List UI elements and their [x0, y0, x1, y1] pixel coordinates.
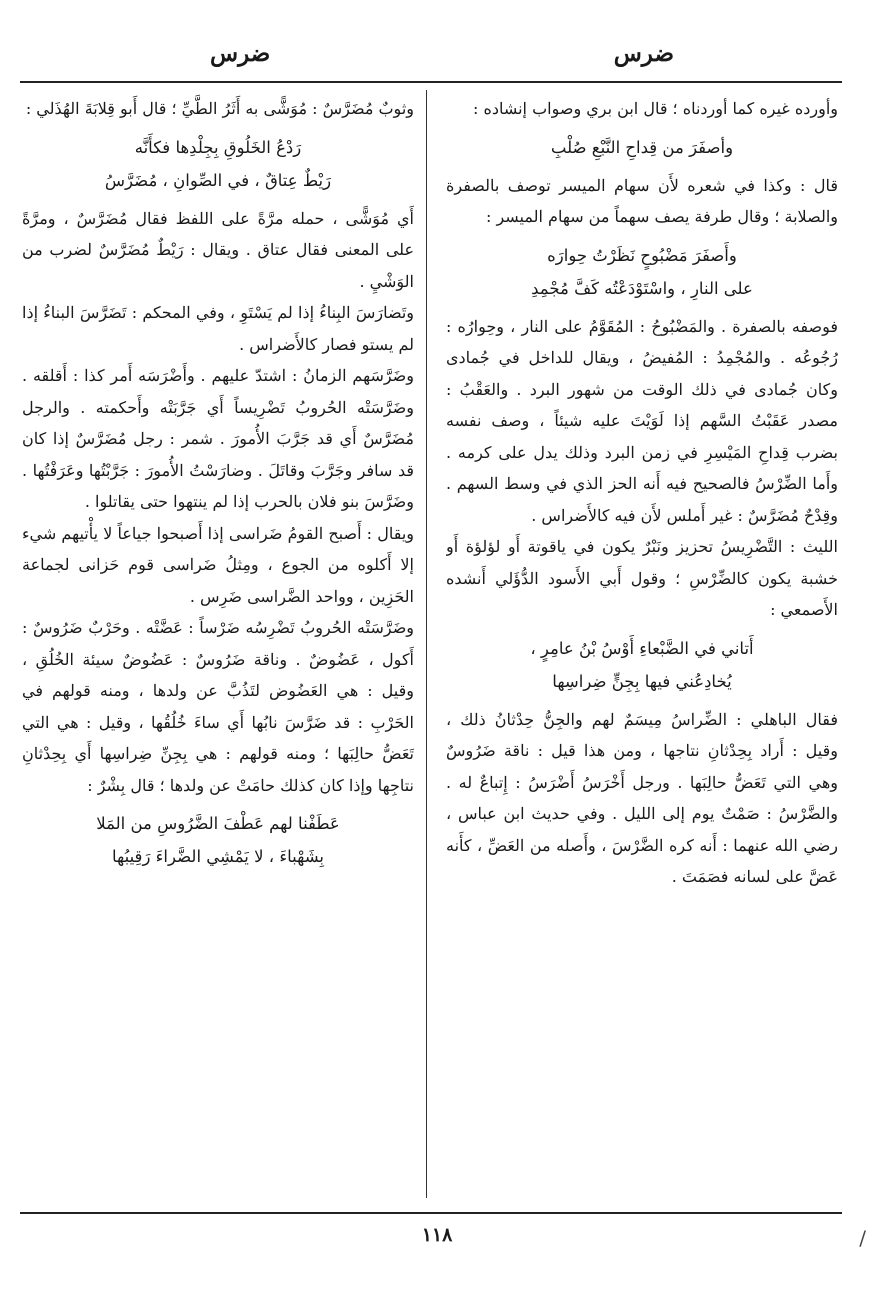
paragraph: وأورده غيره كما أوردناه ؛ قال ابن بري وصواب إنشاده :	[472, 99, 838, 118]
page-number: ١١٨	[421, 1224, 453, 1246]
verse-line: وأصفَرَ من قِداحِ النَّبْعِ صُلْبِ	[550, 137, 734, 157]
header-rule	[20, 81, 842, 83]
verse-line: أَتاني في الضَّبْعاءِ أَوْسُ بْنُ عامِرٍ ،	[530, 638, 754, 658]
verse-line: رَيْطٌ عِتاقٌ ، في الصِّوانِ ، مُضَرَّسُ	[104, 170, 332, 190]
paragraph: الليث : التَّضْرِيسُ تحزيز ونَبْرٌ يكون في ياقوتة أَو لؤلؤة أَو خشبة يكون كالضِّرْسِ ؛ وقول أَبي الأَسود الدُّؤَلي أَنشده الأَصمعي :	[446, 537, 838, 619]
verse-line: يُخادِعُني فيها بِجِنٍّ ضِراسِها	[552, 671, 732, 691]
verse-line: على النارِ ، واسْتَوْدَعْتُه كَفَّ مُجْمِدِ	[531, 278, 753, 298]
paragraph: وتَضارَسَ البِناءُ إذا لم يَسْتَوِ ، وفي المحكم : تَضَرَّسَ البناءُ إذا لم يستو فصار كالأَضراس .	[22, 303, 414, 354]
verse-block	[22, 131, 414, 197]
paragraph: فوصفه بالصفرة . والمَضْبُوحُ : المُقَوَّمُ على النار ، وحِوارُه : رُجُوعُه . والمُجْمِدُ : المُفيضُ ، ويقال للداخل في جُمادى وكان جُمادى في ذلك الوقت من شهور البرد . والعَقْبُ : مصدر عَقَبْتُ السَّهم إذا لَوَيْتَ عليه شيئاً ، وصف نفسه بضرب قِداحِ المَيْسِرِ في زمن البرد وذلك يدل على كرمه . وأَما الضِّرْسُ فالصحيح فيه أَنه الحز الذي في وسط السهم . وقِدْحٌ مُضَرَّسٌ : غير أَملس لأَن فيه كالأَضراس .	[446, 316, 838, 525]
paragraph: وثوبٌ مُضَرَّسٌ : مُوَشًّى به أَثَرُ الطَّيِّ ؛ قال أَبو قِلابَةَ الهُذَلي :	[25, 99, 414, 118]
paragraph: وضَرَّسَهم الزمانُ : اشتدّ عليهم . وأَضْرَسَه أَمر كذا : أَقلقه . وضَرَّسَتْه الحُروبُ تَضْرِيساً أَي جَرَّبَتْه وأَحكمته . والرجل مُضَرَّسٌ أَي قد جَرَّبَ الأُمورَ . شمر : رجل مُضَرَّسٌ إذا كان قد سافر وجَرَّبَ وقاتَلَ . وضارَسْتُ الأُمورَ : جَرَّبْتُها وعَرَفْتُها . وضَرَّسَ بنو فلان بالحرب إذا لم ينتهوا حتى يقاتلوا .	[22, 366, 414, 511]
footer-rule	[20, 1212, 842, 1214]
verse-block	[446, 239, 838, 305]
header-root-word-right: ضرس	[613, 40, 674, 67]
verse-block	[446, 632, 838, 698]
verse-block	[22, 807, 414, 873]
paragraph: أَي مُوَشًّى ، حمله مرَّةً على اللفظ فقال مُضَرَّسٌ ، ومرَّةً على المعنى فقال عتاق . ويقال : رَيْطٌ مُضَرَّسٌ لضرب من الوَشْيِ .	[22, 208, 414, 291]
corner-mark: /	[859, 1226, 866, 1250]
paragraph: ويقال : أَصبح القومُ ضَراسى إذا أَصبحوا جياعاً لا يأْتيهم شيء إلا أَكلوه من الجوع ، ومِثلُ ضَراسى قوم حَزانى لجماعة الحَزِين ، وواحد الضَّراسى ضَرِس .	[22, 523, 414, 606]
verse-line: وأَصفَرَ مَضْبُوحٍ نَظَرْتُ حِوارَه	[547, 245, 737, 265]
paragraph: وضَرَّسَتْه الحُروبُ تَضْرِسُه ضَرْساً : عَضَّتْه . وحَرْبٌ ضَرُوسٌ : أَكول ، عَضُوضٌ . وناقة ضَرُوسٌ : عَضُوضٌ سيئة الخُلُقِ ، وقيل : هي العَضُوض لتَذُبَّ عن ولدها ، ومنه قولهم في الحَرْبِ : قد ضَرَّسَ نابُها أَي ساءَ خُلُقُها ، وقيل : هي التي تَعَضُّ حالِبَها ؛ ومنه قولهم : هي بِجِنِّ ضِراسِها أَي بِحِدْثانِ نتاجِها وإذا كان كذلك حامَتْ عن ولدها ؛ قال بِشْرٌ :	[22, 618, 414, 795]
left-column	[22, 93, 414, 1208]
paragraph: قال : وكذا في شعره لأَن سهام الميسر توصف بالصفرة والصلابة ؛ وقال طرفة يصف سهماً من سهام الميسر :	[446, 175, 838, 226]
verse-line: رَدْعُ الخَلُوقِ بِجِلْدِها فكأَنَّه	[134, 137, 302, 157]
verse-line: بِشَهْباءَ ، لا يَمْشِي الضَّراءَ رَقِيبُها	[111, 847, 325, 866]
verse-block	[446, 131, 838, 164]
column-separator	[426, 90, 427, 1198]
right-column	[446, 93, 838, 1208]
paragraph: فقال الباهلي : الضِّراسُ مِيسَمٌ لهم والجِنُّ حِدْثانُ ذلك ، وقيل : أَراد بِحِدْثانِ نتاجها ، ومن هذا قيل : ناقة ضَرُوسٌ وهي التي تَعَضُّ حالِبَها . ورجل أَخْرَسُ أَضْرَسُ : إِتباعٌ له . والضَّرْسُ : صَمْتٌ يوم إلى الليل . وفي حديث ابن عباس ، رضي الله عنهما : أَنه كره الضَّرْسَ ، وأَصله من العَضِّ ، كأَنه عَضَّ على لسانه فصَمَتَ .	[446, 709, 838, 886]
header-root-word-left: ضرس	[210, 40, 271, 67]
verse-line: عَطَفْنا لهم عَطْفَ الضَّرُوسِ من المَلا	[96, 814, 340, 833]
